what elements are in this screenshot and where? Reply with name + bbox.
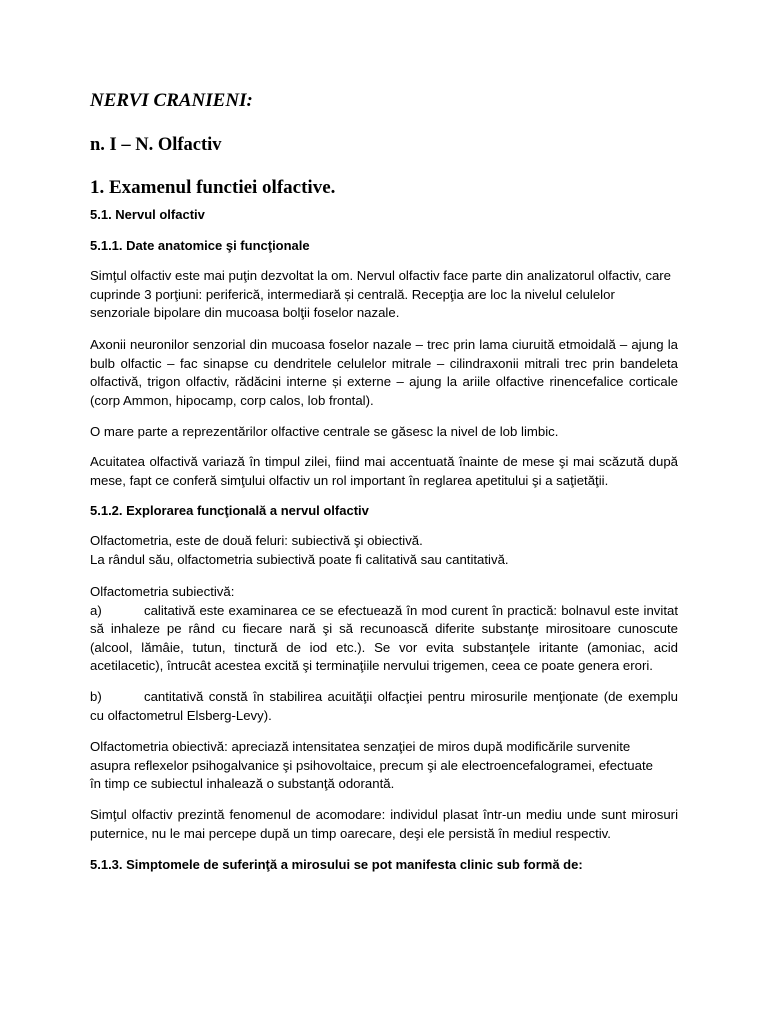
section-heading: 1. Examenul functiei olfactive. xyxy=(90,177,336,198)
list-marker: a) xyxy=(90,602,102,618)
list-item-a xyxy=(90,602,678,676)
list-intro: Olfactometria subiectivă: xyxy=(90,584,235,599)
list-item-text: calitativă este examinarea ce se efectuează în mod curent în practică: bolnavul este invitat să inhaleze pe rând cu fiecare nară şi să recunoască diferite substanţe mirositoare cunoscute (alcool, lămâie, tutun, tinctură de iod etc.). Se vor evita substanţele iritante (amoniac, acid acetilacetic), întrucât acestea excită şi terminaţiile nervului trigemen, ceea ce poate genera erori. xyxy=(90,602,678,674)
subheading-5-1-2: 5.1.2. Explorarea funcţională a nervul olfactiv xyxy=(90,503,369,518)
list-item-b-block xyxy=(90,688,678,725)
list-marker: b) xyxy=(90,689,102,704)
paragraph-line: La rândul său, olfactometria subiectivă poate fi calitativă sau cantitativă. xyxy=(90,551,509,567)
paragraph-limbic: O mare parte a reprezentărilor olfactive centrale se găsesc la nivel de lob limbic. xyxy=(90,424,559,439)
subjective-olfactometry-block xyxy=(90,583,678,676)
paragraph-line: Olfactometria obiectivă: apreciază intensitatea senzaţiei de miros după modificările survenite xyxy=(90,739,631,754)
paragraph-anatomy: Simţul olfactiv este mai puţin dezvoltat la om. Nervul olfactiv face parte din analizatorul olfactiv, care cuprinde 3 porţiuni: periferică, intermediară și centrală. Recepţia are loc la nivelul celulelor senzoriale bipolare din mucoasa bolţii foselor nazale. xyxy=(90,268,672,321)
paragraph-accommodation: Simţul olfactiv prezintă fenomenul de acomodare: individul plasat într-un mediu unde sunt mirosuri puternice, nu le mai percepe după un timp oarecare, deşi ele persistă în mediul respectiv. xyxy=(90,807,678,841)
paragraph-line: în timp ce subiectul inhalează o substanţă odorantă. xyxy=(90,776,395,792)
list-item-text: cantitativă constă în stabilirea acuităţii olfacţiei pentru mirosurile menţionate (de exemplu cu olfactometrul Elsberg-Levy). xyxy=(90,689,678,723)
nerve-heading: n. I – N. Olfactiv xyxy=(90,135,222,155)
paragraph-objective xyxy=(90,738,678,794)
subheading-5-1: 5.1. Nervul olfactiv xyxy=(90,207,205,222)
paragraph-line: Olfactometria, este de două feluri: subiectivă şi obiectivă. xyxy=(90,533,423,548)
paragraph-olfactometry xyxy=(90,532,678,569)
list-item-b xyxy=(90,688,678,725)
document-title: NERVI CRANIENI: xyxy=(90,90,253,111)
subheading-5-1-1: 5.1.1. Date anatomice şi funcţionale xyxy=(90,238,310,253)
paragraph-acuity: Acuitatea olfactivă variază în timpul zilei, fiind mai accentuată înainte de mese şi mai scăzută după mese, fapt ce conferă simţului olfactiv un rol important în reglarea apetitului şi a saţietăţii. xyxy=(90,454,678,488)
subheading-5-1-3: 5.1.3. Simptomele de suferinţă a mirosului se pot manifesta clinic sub formă de: xyxy=(90,857,583,872)
paragraph-pathway: Axonii neuronilor senzorial din mucoasa foselor nazale – trec prin lama ciuruită etmoidală – ajung la bulb olfactic – fac sinapse cu dendritele celulelor mitrale – cilindraxonii mitrali trec prin bandeleta olfactivă, trigon olfactiv, rădăcini interne și externe – ajung la ariile olfactive rinencefalice corticale (corp Ammon, hipocamp, corp calos, lob frontal). xyxy=(90,337,678,408)
paragraph-line: asupra reflexelor psihogalvanice şi psihovoltaice, precum şi ale electroencefalogramei, efectuate xyxy=(90,757,653,773)
